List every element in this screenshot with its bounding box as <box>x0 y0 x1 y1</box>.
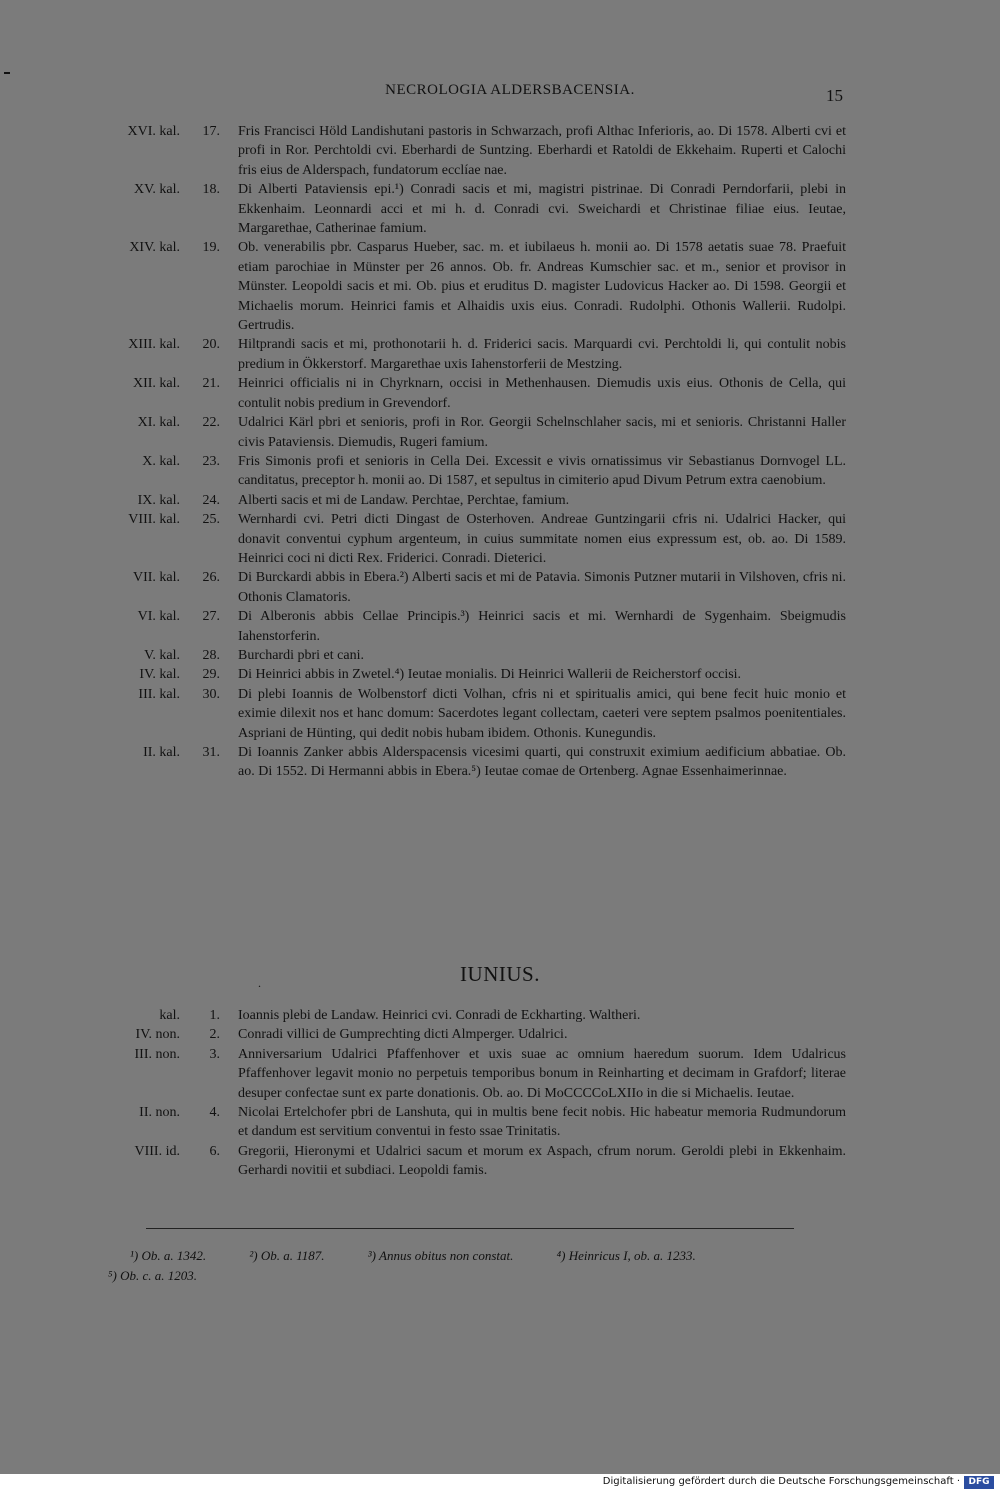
entry-text: Ob. venerabilis pbr. Casparus Hueber, sac. m. et iubilaeus h. monii ao. Di 1578 aetatis suae 78. Praefuit etiam parochiae in Münster per 26 annos. Ob. fr. Andreas Kumschier sac. et m., senior et provisor in Münster. Leopoldi sacis et mi. Ob. pius et eruditus D. magister Ludovicus Hacker ao. Di 1598. Georgii et Michaelis morum. Heinrici famis et Alhaidis uxis eius. Conradi. Rudolphi. Othonis Wallerii. Rudolpi. Gertrudis. <box>238 240 846 334</box>
entry-day: 27. <box>202 609 220 625</box>
footnotes <box>108 1246 868 1286</box>
necrology-entry <box>100 1006 860 1025</box>
june-entries-list <box>100 1006 860 1181</box>
entry-date: VIII. id. <box>134 1143 180 1159</box>
necrology-entry <box>100 1103 860 1142</box>
entry-text: Di Alberti Pataviensis epi.¹) Conradi sacis et mi, magistri pistrinae. Di Conradi Perndorfarii, plebi in Ekkenhaim. Leonnardi acci et mi h. d. Conradi cvi. Sweichardi et Christinae filiae eius. Ieutae, Margarethae, Catherinae famium. <box>238 182 846 237</box>
entry-day: 19. <box>202 240 220 256</box>
entry-day: 29. <box>202 667 220 683</box>
entry-text: Di Heinrici abbis in Zwetel.⁴) Ieutae monialis. Di Heinrici Wallerii de Reicherstorf occisi. <box>238 667 742 683</box>
footnote-4: ⁴) Heinricus I, ob. a. 1233. <box>556 1248 696 1263</box>
necrology-entry <box>100 743 860 782</box>
entry-date: XIV. kal. <box>129 240 180 256</box>
necrology-entry <box>100 180 860 238</box>
entry-day: 4. <box>209 1105 220 1121</box>
entry-date: XVI. kal. <box>127 124 180 139</box>
entry-text: Udalrici Kärl pbri et senioris, profi in Ror. Georgii Schelnschlaher sacis, mi et senioris. Christanni Haller civis Pataviensis. Diemudis, Rugeri famium. <box>238 415 846 450</box>
entry-date: VIII. kal. <box>128 512 180 528</box>
entry-date: IV. non. <box>135 1027 180 1043</box>
heading-dot: . <box>258 976 262 990</box>
necrology-entry <box>100 491 860 510</box>
entry-day: 23. <box>202 453 220 469</box>
entry-day: 28. <box>202 647 220 663</box>
entry-day: 30. <box>202 686 220 702</box>
entry-day: 2. <box>209 1027 220 1043</box>
footnote-5: ⁵) Ob. c. a. 1203. <box>108 1268 198 1283</box>
entry-day: 21. <box>202 376 220 392</box>
entry-day: 1. <box>209 1008 220 1023</box>
credit-text: Digitalisierung gefördert durch die Deutsche Forschungsgemeinschaft · <box>602 1476 960 1487</box>
footnote-rule <box>146 1228 794 1229</box>
entry-day: 6. <box>209 1143 220 1159</box>
necrology-entry <box>100 665 860 684</box>
entry-text: Burchardi pbri et cani. <box>238 647 364 663</box>
necrology-entry <box>100 510 860 568</box>
footnote-2: ²) Ob. a. 1187. <box>249 1248 325 1263</box>
footnote-line-1 <box>108 1246 868 1266</box>
page-number: 15 <box>826 86 843 105</box>
footnote-line-2 <box>108 1266 868 1286</box>
entry-day: 26. <box>202 570 220 586</box>
entry-day: 31. <box>202 745 220 760</box>
necrology-entry <box>100 238 860 335</box>
credit-bar <box>0 1474 1000 1492</box>
entry-date: III. non. <box>134 1046 180 1062</box>
margin-mark <box>4 72 10 74</box>
entry-text: Ioannis plebi de Landaw. Heinrici cvi. Conradi de Eckharting. Waltheri. <box>238 1008 641 1023</box>
necrology-entry <box>100 1045 860 1103</box>
entry-text: Nicolai Ertelchofer pbri de Lanshuta, qui in multis bene fecit nobis. Hic habeatur memoria Rudmundorum et dandum est servitium conventui in festo ssae Trinitatis. <box>238 1105 846 1140</box>
entry-text: Di Burckardi abbis in Ebera.²) Alberti sacis et mi de Patavia. Simonis Putzner mutarii in Vilshoven, cfris ni. Othonis Clamatoris. <box>238 570 846 605</box>
entry-date: VII. kal. <box>132 570 180 586</box>
entry-date: kal. <box>159 1008 180 1023</box>
entry-date: V. kal. <box>144 647 180 663</box>
footnote-1: ¹) Ob. a. 1342. <box>130 1248 207 1263</box>
necrology-entry <box>100 1142 860 1181</box>
entry-text: Alberti sacis et mi de Landaw. Perchtae, Perchtae, famium. <box>238 492 570 508</box>
entry-day: 24. <box>202 492 220 508</box>
dfg-logo: DFG <box>964 1476 994 1489</box>
entry-text: Fris Simonis profi et senioris in Cella Dei. Excessit e vivis ornatissimus vir Sebastianus Dornvogel LL. canditatus, preceptor h. monii ao. Di 1587, et sepultus in cimiterio apud Divum Petrum extra caenobium. <box>238 453 846 489</box>
may-entries-list <box>100 122 860 782</box>
entry-text: Di Alberonis abbis Cellae Principis.³) Heinrici sacis et mi. Wernhardi de Sygenhaim. Sbeigmudis Iahenstorferin. <box>238 609 846 644</box>
entry-day: 3. <box>209 1046 220 1062</box>
entry-day: 20. <box>202 337 220 353</box>
entry-date: XV. kal. <box>133 182 180 198</box>
necrology-entry <box>100 1025 860 1044</box>
entry-text: Di Ioannis Zanker abbis Alderspacensis vicesimi quarti, qui construxit eximium aedificium abbatiae. Ob. ao. Di 1552. Di Hermanni abbis in Ebera.⁵) Ieutae comae de Ortenberg. Agnae Essenhaimerinnae. <box>238 745 846 780</box>
entry-day: 25. <box>202 512 220 528</box>
entry-text: Wernhardi cvi. Petri dicti Dingast de Osterhoven. Andreae Guntzingarii cfris ni. Udalrici Hacker, qui donavit conventui cyphum argenteum, in cuius summitate nomen eius expressum est, ob. ao. Di 1589. Heinrici coci ni dicti Rex. Friderici. Conradi. Dieterici. <box>238 512 846 566</box>
running-title: NECROLOGIA ALDERSBACENSIA. <box>385 82 635 98</box>
necrology-entry <box>100 646 860 665</box>
footnote-3: ³) Annus obitus non constat. <box>367 1248 514 1263</box>
entry-date: IX. kal. <box>137 492 180 508</box>
entry-date: II. non. <box>139 1105 180 1121</box>
entry-day: 18. <box>202 182 220 198</box>
entry-date: XIII. kal. <box>128 337 180 353</box>
entry-date: IV. kal. <box>139 667 180 683</box>
necrology-entry <box>100 335 860 374</box>
necrology-entry <box>100 452 860 491</box>
necrology-entry <box>100 374 860 413</box>
entry-text: Hiltprandi sacis et mi, prothonotarii h. d. Friderici sacis. Marquardi cvi. Perchtoldi li, qui contulit nobis predium in Ökkerstorf. Margarethae uxis Iahenstorferii de Mestzing. <box>238 337 846 372</box>
entry-date: VI. kal. <box>137 609 180 625</box>
entry-date: XI. kal. <box>137 415 180 431</box>
necrology-entry <box>100 607 860 646</box>
entry-text: Anniversarium Udalrici Pfaffenhover et uxis suae ac omnium haeredum suorum. Idem Udalricus Pfaffenhover legavit monio no perpetuis temporibus bonum in Reinharting et decimam in Grafdorf; literae desuper confectae sunt ex parte donationis. Ob. ao. Di MoCCCCoLXIIo in die si Michaelis. Ieutae. <box>238 1046 846 1101</box>
entry-date: X. kal. <box>142 453 180 469</box>
entry-text: Gregorii, Hieronymi et Udalrici sacum et morum ex Aspach, cfrum norum. Geroldi plebi in Ekkenhaim. Gerhardi novitii et subdiaci. Leopoldi famis. <box>238 1143 846 1179</box>
entry-text: Di plebi Ioannis de Wolbenstorf dicti Volhan, cfris ni et spiritualis amici, qui bene fecit huic monio et eximie dilexit nos et hanc domum: Sacerdotes legant collectam, caeteri vere septem psalmos poenitentiales. Aspriani de Hünting, qui dedit nobis hubam ibidem. Othonis. Kunegundis. <box>238 686 846 741</box>
entry-date: XII. kal. <box>132 376 180 392</box>
necrology-entry <box>100 568 860 607</box>
entry-day: 17. <box>202 124 220 139</box>
entry-day: 22. <box>202 415 220 431</box>
entry-text: Conradi villici de Gumprechting dicti Almperger. Udalrici. <box>238 1027 568 1043</box>
necrology-entry <box>100 685 860 743</box>
month-heading-text: IUNIUS. <box>460 962 540 986</box>
entry-date: III. kal. <box>138 686 180 702</box>
entry-text: Fris Francisci Höld Landishutani pastoris in Schwarzach, profi Althac Inferioris, ao. Di 1578. Alberti cvi et profi in Ror. Perchtoldi cvi. Eberhardi de Suntzing. Eberhardi et Ratoldi de Ekkehaim. Ruperti et Calochi fris eius de Alderspach, fundatorum ecclíae nae. <box>238 124 846 178</box>
entry-date: II. kal. <box>143 745 180 760</box>
necrology-entry <box>100 122 860 180</box>
necrology-entry <box>100 413 860 452</box>
entry-text: Heinrici officialis ni in Chyrknarn, occisi in Methenhausen. Diemudis uxis eius. Othonis de Cella, qui contulit nobis predium in Grevendorf. <box>238 376 846 411</box>
month-heading <box>0 962 1000 990</box>
